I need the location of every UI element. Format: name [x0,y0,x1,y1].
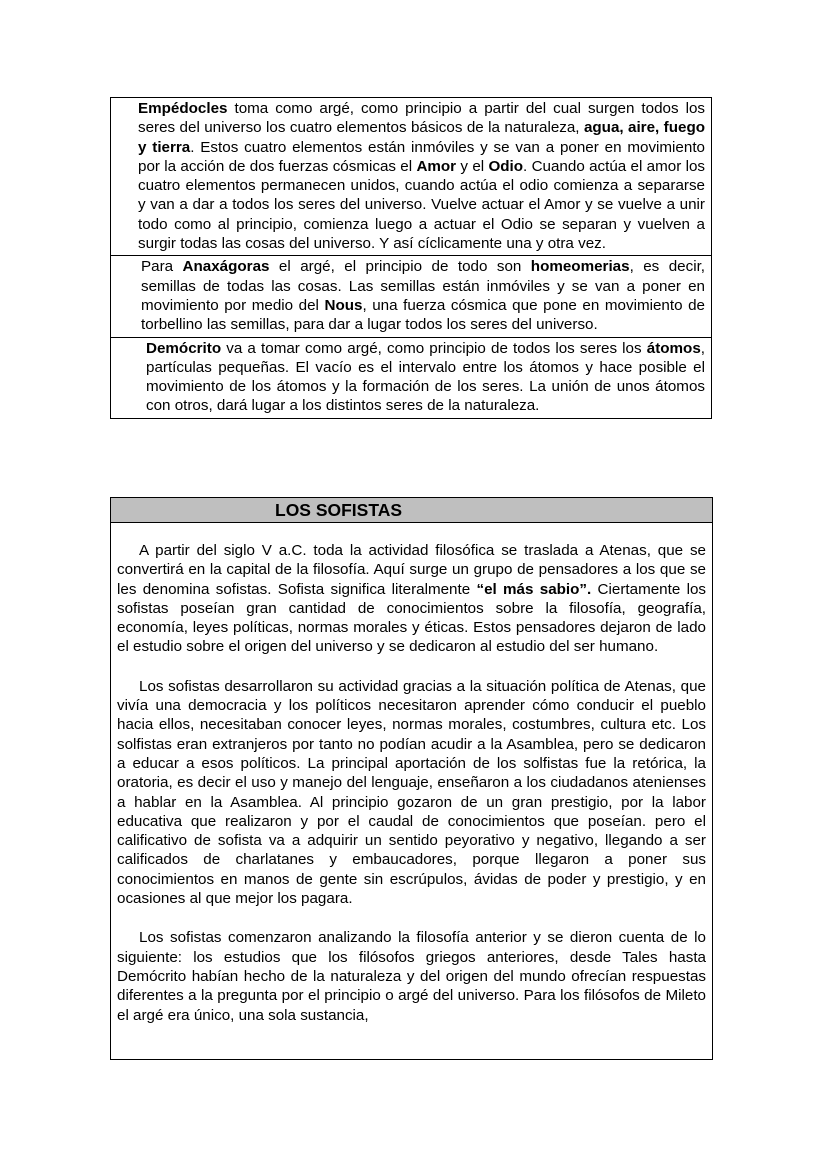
democrito-name: Demócrito [146,339,222,357]
sofistas-paragraph-2: Los sofistas desarrollaron su actividad gracias a la situación política de Atenas, que vivía una democracia y los políticos necesitaron aprender cómo conducir el pueblo hacia ellos, necesitaban conocer leyes, normas morales, costumbres, cultura etc. Los solfistas eran extranjeros por tanto no podían acudir a la Asamblea, pero se dedicaron a educar a esos políticos. La principal aportación de los solfistas fue la retórica, la oratoria, es decir el uso y manejo del lenguaje, enseñaron a los ciudadanos atenienses a hablar en la Asamblea. Al principio gozaron de un gran prestigio, por la labor educativa que realizaron y por el caudal de conocimientos que poseían. pero el calificativo de sofista va a adquirir un sentido peyorativo y negativo, llegando a ser calificados de charlatanes y embaucadores, porque llegaron a poner sus conocimientos en manos de gente sin escrúpulos, ávidas de poder y prestigio, y en ocasiones al que mejor los pagara. [117,677,706,908]
sofistas-paragraph-1: A partir del siglo V a.C. toda la actividad filosófica se traslada a Atenas, que se convertirá en la capital de la filosofía. Aquí surge un grupo de pensadores a los que se les denomina sofistas. Sofista significa literalmente “el más sabio”. Ciertamente los sofistas poseían gran cantidad de conocimientos sobre la filosofía, geografía, economía, leyes políticas, normas morales y éticas. Estos pensadores dejaron de lado el estudio sobre el origen del universo y se dedicaron al estudio del ser humano. [117,542,707,656]
presocratics-table [110,97,712,419]
empedocles-paragraph: Empédocles toma como argé, como principio a partir del cual surgen todos los seres del universo los cuatro elementos básicos de la naturaleza, agua, aire, fuego y tierra. Estos cuatro elementos están inmóviles y se van a poner en movimiento por la acción de dos fuerzas cósmicas el Amor y el Odio. Cuando actúa el amor los cuatro elementos permanecen unidos, cuando actúa el odio comienza a separarse y van a dar a todos los seres del universo. Vuelve actuar el Amor y se vuelve a unir todo como al principio, comienza luego a actuar el Odio se separan y vuelven a surgir todas las cosas del universo. Y así cíclicamente una y otra vez. [138,100,705,253]
section-title: LOS SOFISTAS [111,498,712,523]
democrito-paragraph: Demócrito va a tomar como argé, como principio de todos los seres los átomos, partículas pequeñas. El vacío es el intervalo entre los átomos y hace posible el movimiento de los átomos y la formación de los seres. La unión de unos átomos con otros, dará lugar a los distintos seres de la naturaleza. [111,337,711,418]
sofistas-paragraph-3: Los sofistas comenzaron analizando la filosofía anterior y se dieron cuenta de lo siguiente: los estudios que los filósofos griegos anteriores, desde Tales hasta Demócrito habían hecho de la naturaleza y del origen del mundo ofrecían respuestas diferentes a la pregunta por el principio o argé del universo. Para los filósofos de Mileto el argé era único, una sola sustancia, [117,929,706,1024]
anaxagoras-name: Anaxágoras [182,258,270,276]
anaxagoras-paragraph: Para Anaxágoras el argé, el principio de todo son homeomerias, es decir, semillas de todas las cosas. Las semillas están inmóviles y se van a poner en movimiento por medio del Nous, una fuerza cósmica que pone en movimiento de torbellino las semillas, para dar a lugar todos los seres del universo. [111,255,711,336]
sofistas-section [110,497,713,1060]
empedocles-name: Empédocles [138,100,228,117]
